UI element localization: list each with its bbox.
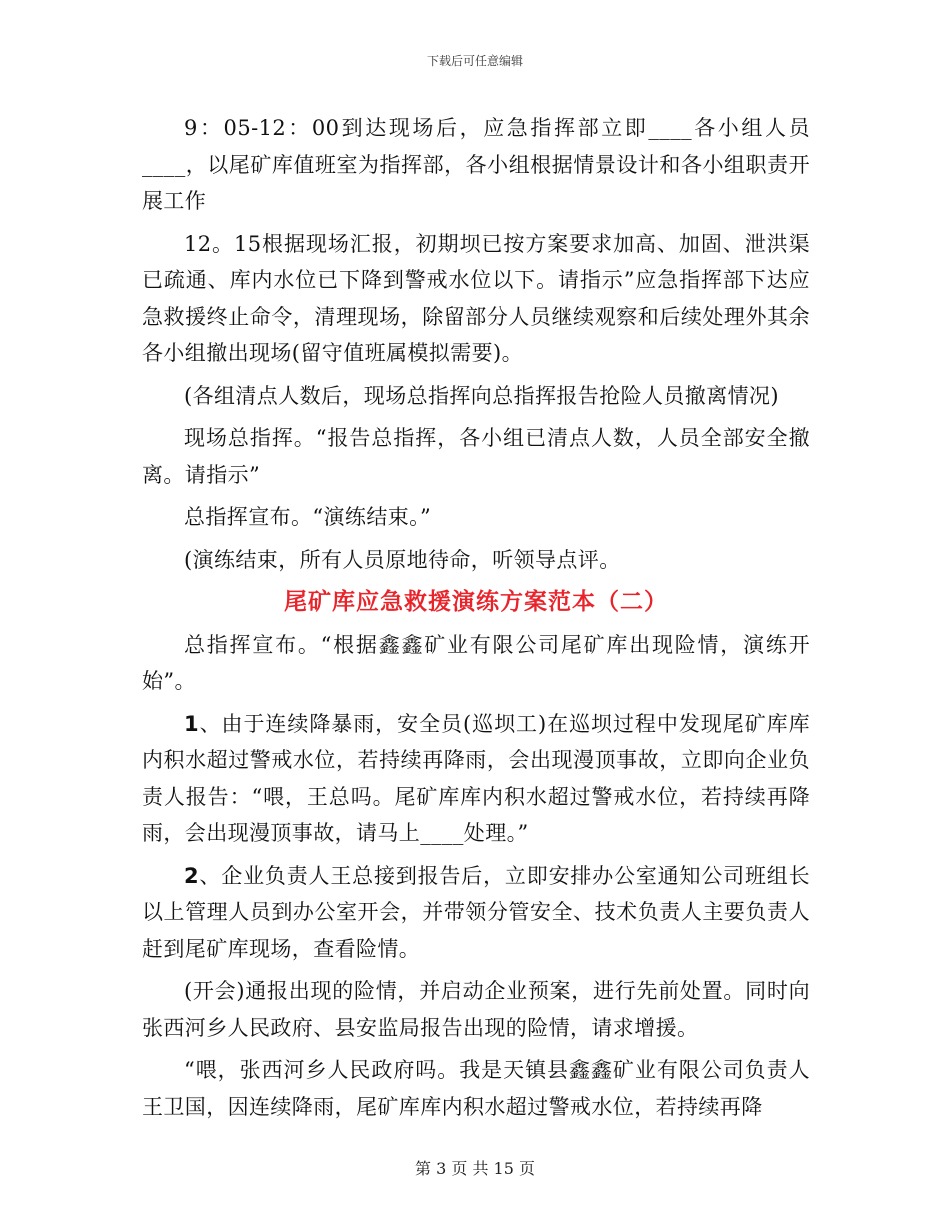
paragraph-headcount: (各组清点人数后，现场总指挥向总指挥报告抢险人员撤离情况) (184, 383, 779, 408)
paragraph-drill-end: 总指挥宣布。“演练结束。” (184, 505, 432, 529)
paragraph-standby: (演练结束，所有人员原地待命，听领导点评。 (184, 547, 621, 572)
paragraph-drill-start (142, 627, 810, 700)
paragraph-step-2 (142, 858, 810, 968)
page-footer: 第 3 页 共 15 页 (415, 1159, 535, 1178)
paragraph-text: 、企业负责人王总接到报告后，立即安排办公室通知公司班组长以上管理人员到办公室开会，并带领分管安全、技术负责人主要负责人赶到尾矿库现场，查看险情。 (142, 863, 810, 961)
paragraph-evacuation-report: 现场总指挥。“报告总指挥，各小组已清点人数，人员全部安全撤离。请指示” (142, 426, 810, 487)
paragraph-report-water-level: 12。15根据现场汇报，初期坝已按方案要求加高、加固、泄洪渠已疏通、库内水位已下降到警戒水位以下。请指示”应急指挥部下达应急救援终止命令，清理现场，除留部分人员继续观察和后续处理外其余各小组撤出现场(留守值班属模拟需要)。 (142, 231, 810, 365)
paragraph-step-1 (142, 706, 810, 852)
item-number: 1 (184, 711, 200, 736)
section-title: 尾矿库应急救援演练方案范本（二） (284, 589, 668, 615)
item-number: 2 (184, 863, 200, 888)
paragraph-text: “喂，张西河乡人民政府吗。我是天镇县鑫鑫矿业有限公司负责人王卫国，因连续降雨，尾矿库库内积水超过警戒水位，若持续再降 (142, 1058, 810, 1119)
paragraph-meeting (142, 973, 810, 1046)
page-header: 下载后可任意编辑 (426, 54, 523, 68)
paragraph-phone-call (142, 1052, 810, 1125)
paragraph-text: 总指挥宣布。“根据鑫鑫矿业有限公司尾矿库出现险情，演练开始”。 (142, 632, 810, 693)
paragraph-dispatch: 9：05-12：00到达现场后，应急指挥部立即____各小组人员____，以尾矿库值班室为指挥部，各小组根据情景设计和各小组职责开展工作 (142, 116, 810, 213)
document-body (142, 110, 810, 1131)
paragraph-text: (开会)通报出现的险情，并启动企业预案，进行先前处置。同时向张西河乡人民政府、县安监局报告出现的险情，请求增援。 (142, 979, 810, 1040)
paragraph-text: 、由于连续降暴雨，安全员(巡坝工)在巡坝过程中发现尾矿库库内积水超过警戒水位，若持续再降雨，会出现漫顶事故，立即向企业负责人报告：“喂，王总吗。尾矿库库内积水超过警戒水位，若持续再降雨，会出现漫顶事故，请马上____处理。” (142, 711, 810, 845)
